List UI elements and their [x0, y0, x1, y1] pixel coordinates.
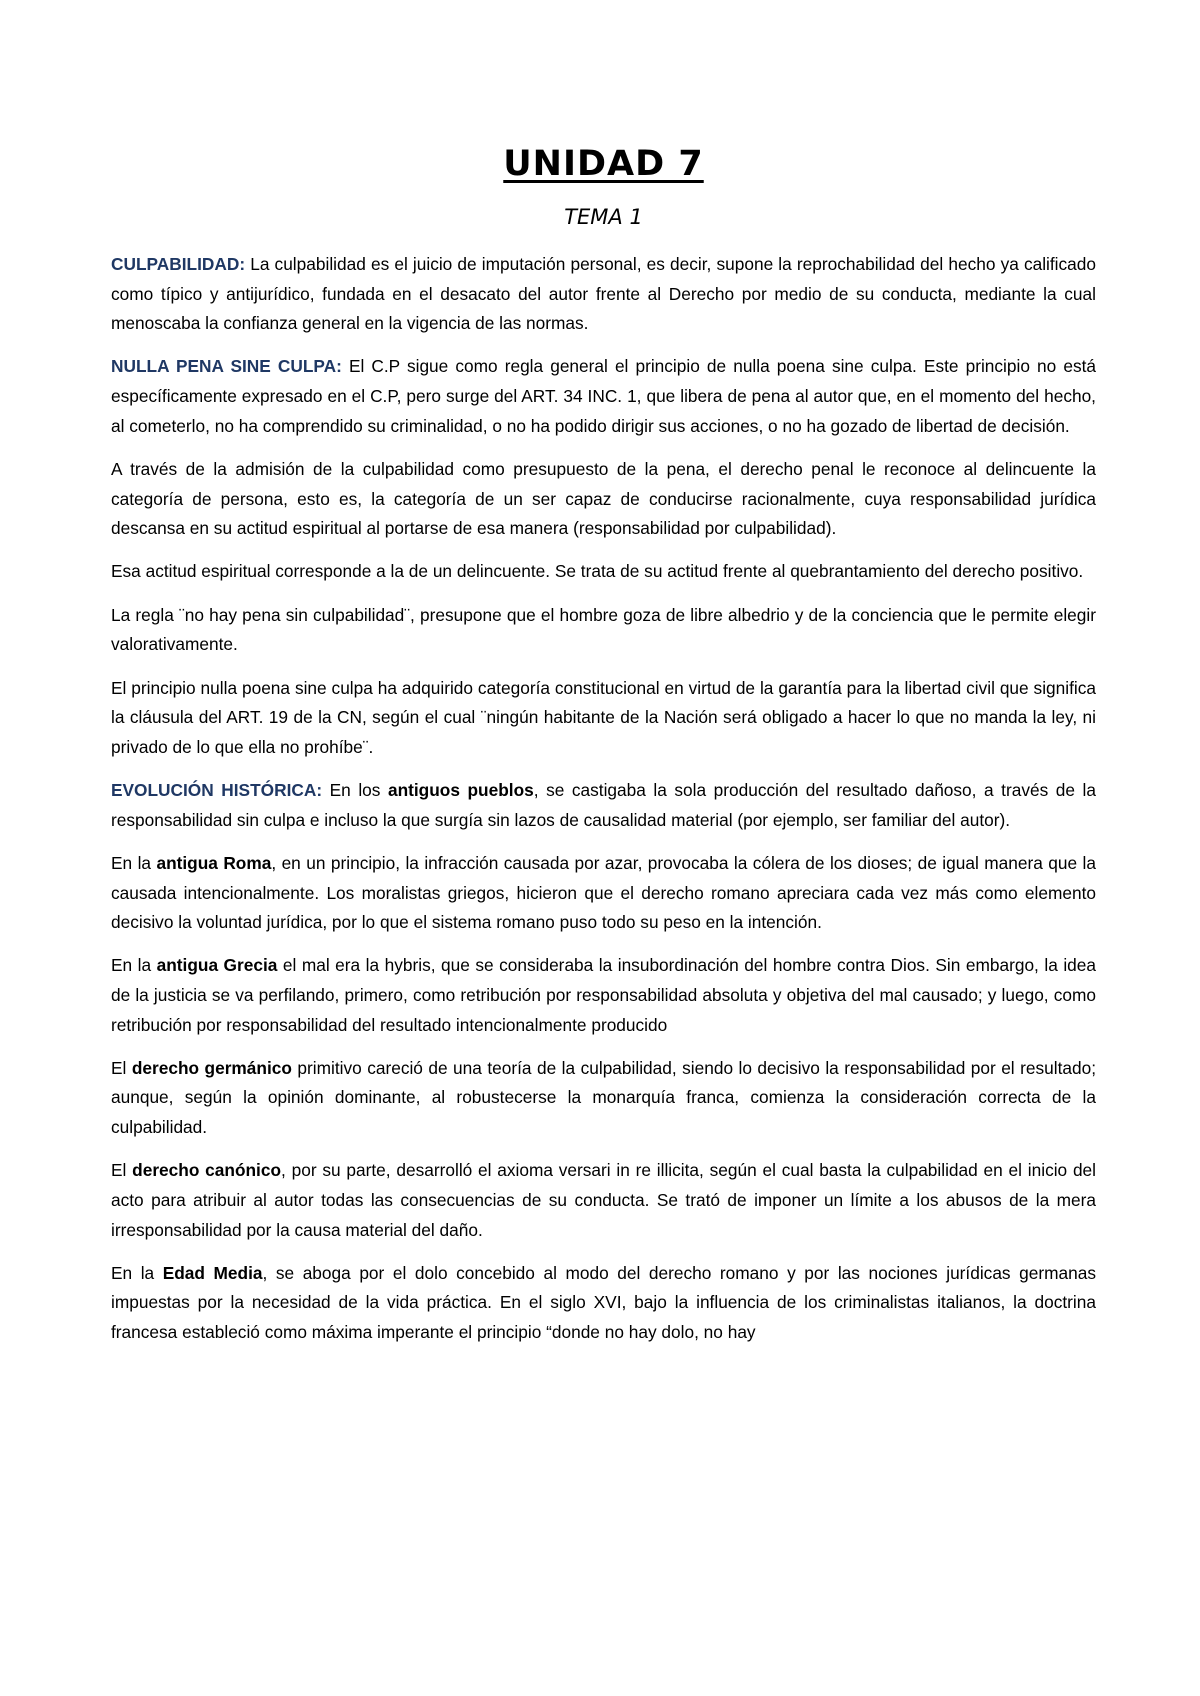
bold-term: antiguos pueblos — [387, 780, 534, 801]
paragraph-text: En la — [111, 852, 157, 873]
bold-term: derecho germánico — [131, 1057, 292, 1078]
section-heading: EVOLUCIÓN HISTÓRICA: — [111, 780, 323, 801]
document-body — [111, 250, 1096, 1348]
paragraph-text: En la — [111, 1262, 163, 1283]
paragraph-text: La culpabilidad es el juicio de imputación personal, es decir, supone la reprochabilidad del hecho ya calificado como típico y antijurídico, fundada en el desacato del autor frente al Derecho por medio de su conducta, mediante la cual menoscaba la confianza general en la vigencia de las normas. — [111, 254, 1096, 334]
paragraph-text: A través de la admisión de la culpabilidad como presupuesto de la pena, el derecho penal le reconoce al delincuente la categoría de persona, esto es, la categoría de un ser capaz de conducirse racionalmente, cuya responsabilidad jurídica descansa en su actitud espiritual al portarse de esa manera (responsabilidad por culpabilidad). — [111, 458, 1096, 539]
bold-term: derecho canónico — [132, 1160, 282, 1181]
paragraph-text: El C.P sigue como regla general el principio de nulla poena sine culpa. Este principio no está específicamente expresado en el C.P, pero surge del ART. 34 INC. 1, que libera de pena al autor que, en el momento del hecho, al cometerlo, no ha comprendido su criminalidad, o no ha podido dirigir sus acciones, o no ha gozado de libertad de decisión. — [111, 356, 1096, 436]
paragraph — [111, 951, 1096, 1040]
paragraph — [111, 776, 1096, 835]
paragraph-text: , por su parte, desarrolló el axioma versari in re illicita, según el cual basta la culpabilidad en el inicio del acto para atribuir al autor todas las consecuencias de su conducta. Se trató de imponer un límite a los abusos de la mera irresponsabilidad por la causa material del daño. — [111, 1160, 1097, 1240]
paragraph — [111, 674, 1096, 763]
bold-term: antigua Roma — [156, 852, 272, 873]
paragraph-text: , en un principio, la infracción causada por azar, provocaba la cólera de los dioses; de igual manera que la causada intencionalmente. Los moralistas griegos, hicieron que el derecho romano apreciara cada vez más como elemento decisivo la voluntad jurídica, por lo que el sistema romano puso todo su peso en la intención. — [111, 852, 1096, 933]
paragraph — [111, 601, 1096, 660]
paragraph-text: El — [111, 1160, 133, 1181]
paragraph-text: El — [111, 1057, 132, 1078]
paragraph-text: La regla ¨no hay pena sin culpabilidad¨, presupone que el hombre goza de libre albedrio y de la conciencia que le permite elegir valorativamente. — [111, 604, 1096, 655]
paragraph — [111, 849, 1096, 938]
paragraph-text: En los — [322, 780, 388, 801]
page-subtitle: TEMA 1 — [564, 205, 643, 229]
bold-term: antigua Grecia — [156, 955, 278, 976]
paragraph-text: En la — [111, 955, 157, 976]
page-title: UNIDAD 7 — [503, 144, 704, 184]
paragraph — [111, 1054, 1096, 1143]
paragraph-text: el mal era la hybris, que se consideraba la insubordinación del hombre contra Dios. Sin embargo, la idea de la justicia se va perfilando, primero, como retribución por responsabilidad absoluta y objetiva del mal causado; y luego, como retribución por responsabilidad del resultado intencionalmente producido — [111, 955, 1096, 1035]
paragraph — [111, 1259, 1096, 1348]
paragraph-text: Esa actitud espiritual corresponde a la de un delincuente. Se trata de su actitud frente al quebrantamiento del derecho positivo. — [111, 561, 1084, 582]
paragraph-text: El principio nulla poena sine culpa ha adquirido categoría constitucional en virtud de la garantía para la libertad civil que significa la cláusula del ART. 19 de la CN, según el cual ¨ningún habitante de la Nación será obligado a hacer lo que no manda la ley, ni privado de lo que ella no prohíbe¨. — [111, 677, 1096, 757]
paragraph — [111, 352, 1096, 441]
paragraph — [111, 455, 1096, 544]
paragraph-text: , se aboga por el dolo concebido al modo del derecho romano y por las nociones jurídicas germanas impuestas por la necesidad de la vida práctica. En el siglo XVI, bajo la influencia de los criminalistas italianos, la doctrina francesa estableció como máxima imperante el principio “donde no hay dolo, no hay — [111, 1262, 1096, 1342]
section-heading: CULPABILIDAD: — [111, 254, 246, 274]
paragraph — [111, 557, 1096, 587]
bold-term: Edad Media — [162, 1262, 263, 1283]
paragraph — [111, 1156, 1096, 1245]
paragraph-text: primitivo careció de una teoría de la culpabilidad, siendo lo decisivo la responsabilidad por el resultado; aunque, según la opinión dominante, al robustecerse la monarquía franca, comienza la consideración correcta de la culpabilidad. — [111, 1057, 1097, 1138]
section-heading: NULLA PENA SINE CULPA: — [111, 356, 342, 377]
paragraph — [111, 250, 1096, 339]
paragraph-text: , se castigaba la sola producción del resultado dañoso, a través de la responsabilidad sin culpa e incluso la que surgía sin lazos de causalidad material (por ejemplo, ser familiar del autor). — [111, 780, 1096, 830]
